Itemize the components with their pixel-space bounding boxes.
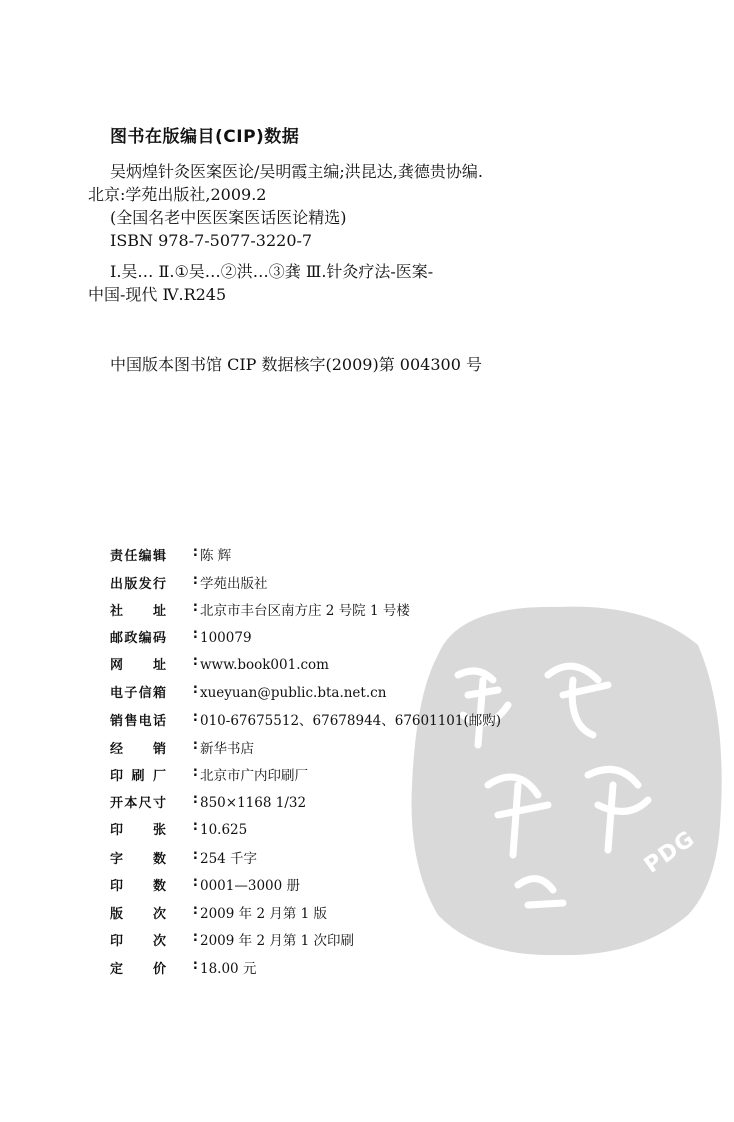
- imprint-label: 出 版 发 行 :: [110, 572, 198, 592]
- cip-publisher-line: 北京:学苑出版社,2009.2: [88, 185, 267, 204]
- imprint-row-distributor: [110, 737, 590, 765]
- imprint-row-postcode: [110, 627, 590, 655]
- imprint-value: 10.625: [200, 822, 248, 838]
- cip-record: [88, 160, 648, 306]
- imprint-label: 字 数 :: [110, 847, 198, 867]
- cip-heading: 图书在版编目(CIP)数据: [110, 127, 300, 147]
- imprint-label: 印 数 :: [110, 875, 198, 894]
- imprint-row-print-run: [110, 874, 590, 902]
- imprint-value: xueyuan@public.bta.net.cn: [200, 684, 387, 701]
- imprint-label: 印 张 :: [110, 819, 198, 838]
- imprint-row-sheets: [110, 819, 590, 847]
- cip-subject-line: Ⅰ.吴… Ⅱ.①吴…②洪…③龚 Ⅲ.针灸疗法-医案-: [110, 262, 434, 281]
- imprint-value: 新华书店: [200, 740, 254, 757]
- imprint-value: 2009 年 2 月第 1 次印刷: [200, 933, 354, 949]
- imprint-label: 定 价 :: [110, 957, 198, 977]
- imprint-value: 254 千字: [200, 850, 258, 867]
- imprint-value: 18.00 元: [200, 960, 257, 977]
- imprint-row-printer: [110, 764, 590, 792]
- cip-title-line: 吴炳煌针灸医案医论/吴明霞主编;洪昆达,龚德贵协编.: [110, 162, 483, 181]
- imprint-row-address: [110, 599, 590, 627]
- imprint-label: 电 子 信 箱 :: [110, 681, 198, 701]
- imprint-value: 850×1168 1/32: [200, 794, 307, 811]
- cip-isbn-line: ISBN 978-7-5077-3220-7: [110, 231, 313, 250]
- imprint-label: 销 售 电 话 :: [110, 710, 198, 729]
- imprint-label: 经 销 :: [110, 737, 198, 757]
- imprint-label: 开 本 尺 寸 :: [110, 791, 198, 811]
- imprint-row-website: [110, 654, 590, 682]
- imprint-value: 0001—3000 册: [200, 878, 301, 894]
- imprint-value: 100079: [200, 629, 252, 646]
- imprint-label: 责 任 编 辑 :: [110, 545, 198, 564]
- imprint-label: 网 址 :: [110, 654, 198, 673]
- cip-series-line: (全国名老中医医案医话医论精选): [110, 208, 347, 227]
- imprint-label: 印 次 :: [110, 930, 198, 949]
- imprint-label: 社 址 :: [110, 600, 198, 619]
- imprint-label: 印 刷 厂 :: [110, 765, 198, 784]
- imprint-value: 2009 年 2 月第 1 版: [200, 905, 327, 922]
- imprint-row-edition: [110, 902, 590, 930]
- cip-classification-line: 中国-现代 Ⅳ.R245: [88, 285, 227, 304]
- imprint-row-word-count: [110, 847, 590, 875]
- imprint-row-price: [110, 957, 590, 985]
- imprint-value: www.book001.com: [200, 657, 329, 673]
- imprint-row-editor: [110, 544, 590, 572]
- imprint-row-sales-phone: [110, 709, 590, 737]
- imprint-label: 版 次 :: [110, 902, 198, 922]
- imprint-value: 学苑出版社: [200, 575, 268, 592]
- imprint-label: 邮 政 编 码 :: [110, 626, 198, 646]
- watermark-pdg-text: PDG: [640, 826, 700, 879]
- imprint-value: 北京市丰台区南方庄 2 号院 1 号楼: [200, 603, 410, 619]
- imprint-row-format: [110, 792, 590, 820]
- imprint-row-printing: [110, 929, 590, 957]
- cip-approval-number: 中国版本图书馆 CIP 数据核字(2009)第 004300 号: [110, 355, 482, 374]
- imprint-details: [110, 544, 590, 984]
- imprint-row-email: [110, 682, 590, 710]
- imprint-value: 北京市广内印刷厂: [200, 768, 308, 784]
- imprint-value: 010-67675512、67678944、67601101(邮购): [200, 713, 502, 729]
- imprint-value: 陈 辉: [200, 548, 232, 564]
- imprint-row-publisher: [110, 572, 590, 600]
